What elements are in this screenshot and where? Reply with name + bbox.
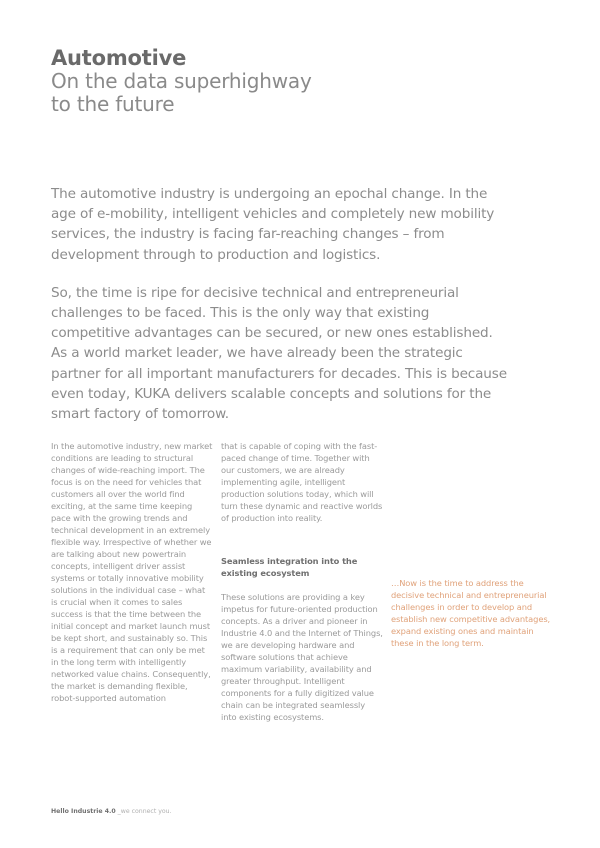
column-1-text: In the automotive industry, new market conditions are leading to structural changes of wide-reaching import. The focus is on the need for vehicles that customers all over the world find exciting, at the same time keeping pace with the growing trends and technical development in an extremely flexible way. Irrespective of whether we are talking about new powertrain concepts, intelligent driver assist systems or totally innovative mobility solutions in the individual case – what is crucial when it comes to sales success is that the time between the initial concept and market launch must be kept short, and sustainably so. This is a requirement that can only be met in the long term with intelligently networked value chains. Consequently, the market is demanding flexible, robot-supported automation [51, 441, 213, 703]
pull-quote [391, 577, 556, 649]
intro-section [51, 184, 511, 442]
intro-paragraph-2: So, the time is ripe for decisive technical and entrepreneurial challenges to be faced. This is the only way that existing competitive advantages can be secured, or new ones established. As a world market leader, we have already been the strategic partner for all important manufacturers for decades. This is because even today, KUKA delivers scalable concepts and solutions for the smart factory of tomorrow. [51, 284, 507, 423]
pull-quote-text: …Now is the time to address the decisive technical and entrepreneurial challenges in order to develop and establish new competitive advantages, expand existing ones and maintain these in the long term. [391, 578, 551, 648]
column-2-body-text: These solutions are providing a key impetus for future-oriented production concepts. As a driver and pioneer in Industrie 4.0 and the Internet of Things, we are developing hardware and software solutions that achieve maximum variability, availability and greater throughput. Intelligent components for a fully digitized value chain can be integrated seamlessly into existing ecosystems. [221, 592, 383, 722]
column-2-intro-text: that is capable of coping with the fast-paced change of time. Together with our customers, we are already implementing agile, intelligent production solutions today, which will turn these dynamic and reactive worlds of production into reality. [221, 441, 383, 523]
footer [51, 808, 172, 815]
page-subtitle-line-2: to the future [51, 92, 175, 116]
title-block [51, 46, 551, 116]
body-column-2 [221, 440, 383, 723]
section-subheading: Seamless integration into the existing ecosystem [221, 556, 358, 578]
page-subtitle-line-1: On the data superhighway [51, 69, 312, 93]
page-title: Automotive [51, 46, 187, 70]
intro-paragraph-1: The automotive industry is undergoing an epochal change. In the age of e-mobility, intelligent vehicles and completely new mobility services, the industry is facing far-reaching changes – from development through to production and logistics. [51, 186, 495, 263]
body-column-1 [51, 440, 213, 704]
footer-brand: Hello Industrie 4.0 [51, 808, 116, 815]
footer-tagline: _we connect you. [117, 808, 172, 815]
